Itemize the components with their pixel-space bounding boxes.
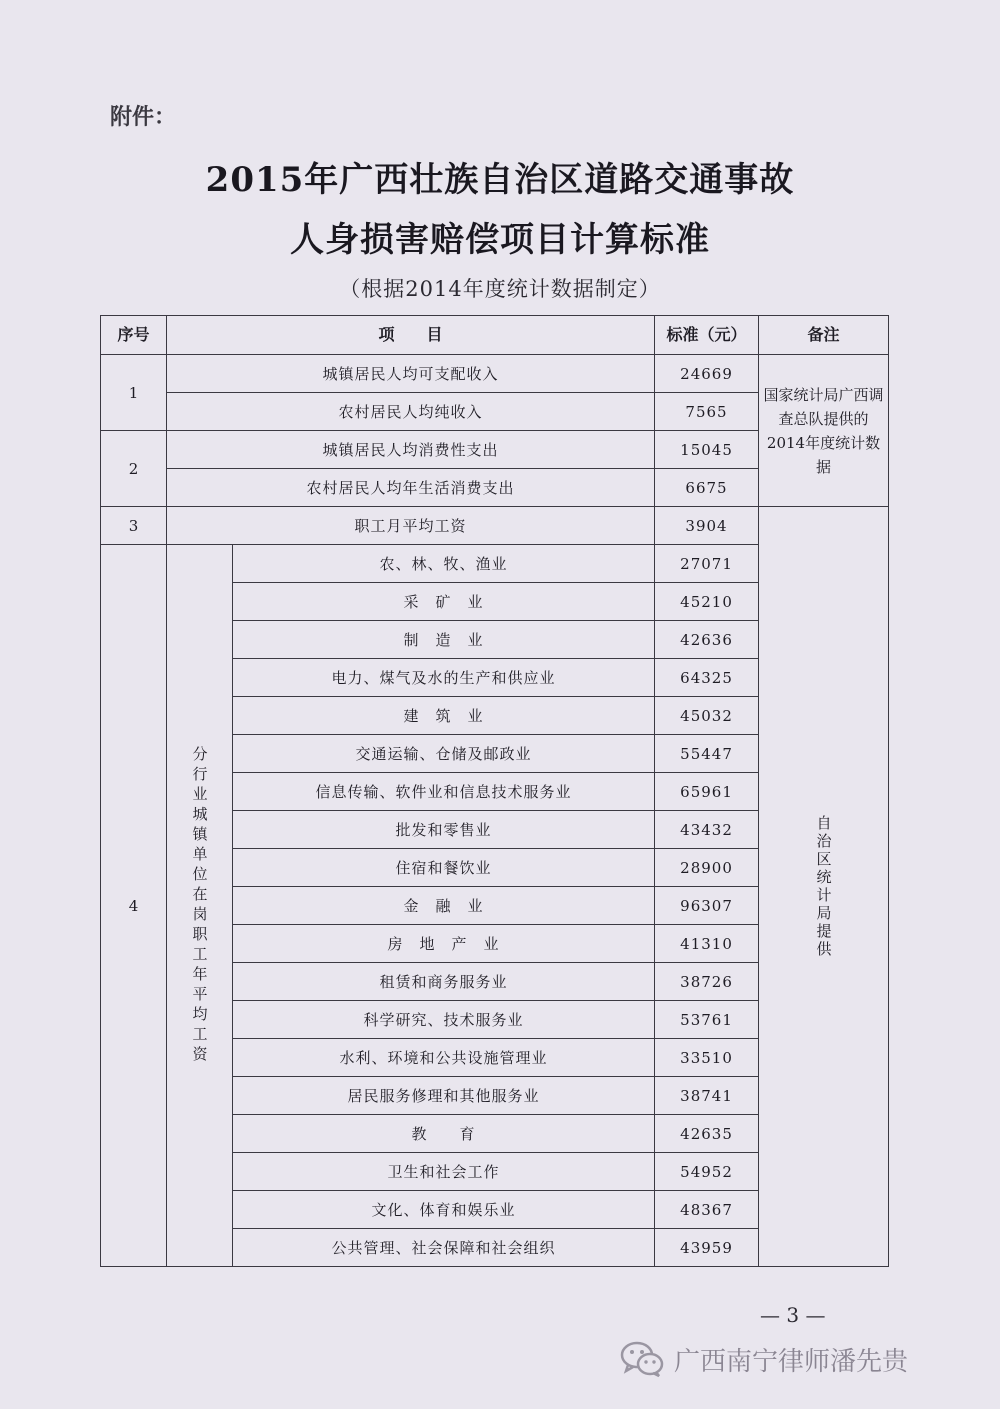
header-standard: 标准（元）	[655, 316, 759, 355]
header-remark: 备注	[759, 316, 889, 355]
value-cell: 53761	[655, 1001, 759, 1039]
item-cell: 采 矿 业	[233, 583, 655, 621]
table-row	[101, 507, 889, 545]
value-cell: 48367	[655, 1191, 759, 1229]
value-cell: 28900	[655, 849, 759, 887]
category-cell	[167, 545, 233, 1267]
value-cell: 7565	[655, 393, 759, 431]
value-cell: 6675	[655, 469, 759, 507]
seq-cell: 3	[101, 507, 167, 545]
item-cell: 批发和零售业	[233, 811, 655, 849]
remark-regional-cell	[759, 507, 889, 1267]
page-number: — 3 —	[760, 1303, 826, 1327]
item-cell: 居民服务修理和其他服务业	[233, 1077, 655, 1115]
item-cell: 农村居民人均年生活消费支出	[167, 469, 655, 507]
value-cell: 96307	[655, 887, 759, 925]
header-seq: 序号	[101, 316, 167, 355]
remark-national-stats: 国家统计局广西调查总队提供的2014年度统计数据	[759, 355, 889, 507]
table-header-row	[101, 316, 889, 355]
wechat-icon	[620, 1340, 664, 1378]
watermark	[620, 1340, 908, 1378]
item-cell: 金 融 业	[233, 887, 655, 925]
value-cell: 45210	[655, 583, 759, 621]
item-cell: 电力、煤气及水的生产和供应业	[233, 659, 655, 697]
compensation-standards-table	[100, 315, 889, 1267]
value-cell: 33510	[655, 1039, 759, 1077]
attachment-label: 附件：	[110, 105, 177, 130]
item-cell: 制 造 业	[233, 621, 655, 659]
value-cell: 42636	[655, 621, 759, 659]
item-cell: 教 育	[233, 1115, 655, 1153]
value-cell: 15045	[655, 431, 759, 469]
category-label: 分行业城镇单位在岗职工年平均工资	[190, 745, 209, 1066]
value-cell: 64325	[655, 659, 759, 697]
value-cell: 38726	[655, 963, 759, 1001]
item-cell: 租赁和商务服务业	[233, 963, 655, 1001]
document-title-line2: 人身损害赔偿项目计算标准	[290, 220, 710, 260]
value-cell: 27071	[655, 545, 759, 583]
watermark-text: 广西南宁律师潘先贵	[674, 1346, 909, 1377]
seq-cell: 2	[101, 431, 167, 507]
item-cell: 城镇居民人均消费性支出	[167, 431, 655, 469]
item-cell: 交通运输、仓储及邮政业	[233, 735, 655, 773]
value-cell: 41310	[655, 925, 759, 963]
item-cell: 公共管理、社会保障和社会组织	[233, 1229, 655, 1267]
item-cell: 信息传输、软件业和信息技术服务业	[233, 773, 655, 811]
item-cell: 城镇居民人均可支配收入	[167, 355, 655, 393]
item-cell: 水利、环境和公共设施管理业	[233, 1039, 655, 1077]
item-cell: 卫生和社会工作	[233, 1153, 655, 1191]
table-row	[101, 355, 889, 393]
item-cell: 住宿和餐饮业	[233, 849, 655, 887]
item-cell: 建 筑 业	[233, 697, 655, 735]
value-cell: 45032	[655, 697, 759, 735]
value-cell: 55447	[655, 735, 759, 773]
value-cell: 42635	[655, 1115, 759, 1153]
remark-regional-stats: 自治区统计局提供	[814, 814, 833, 959]
value-cell: 43959	[655, 1229, 759, 1267]
header-item: 项 目	[167, 316, 655, 355]
value-cell: 24669	[655, 355, 759, 393]
value-cell: 3904	[655, 507, 759, 545]
seq-cell: 1	[101, 355, 167, 431]
value-cell: 43432	[655, 811, 759, 849]
item-cell: 农村居民人均纯收入	[167, 393, 655, 431]
seq-cell: 4	[101, 545, 167, 1267]
document-title-line1: 2015年广西壮族自治区道路交通事故	[205, 160, 795, 200]
item-cell: 农、林、牧、渔业	[233, 545, 655, 583]
document-subtitle: （根据2014年度统计数据制定）	[339, 277, 661, 301]
item-cell: 科学研究、技术服务业	[233, 1001, 655, 1039]
item-cell: 职工月平均工资	[167, 507, 655, 545]
item-cell: 房 地 产 业	[233, 925, 655, 963]
value-cell: 38741	[655, 1077, 759, 1115]
item-cell: 文化、体育和娱乐业	[233, 1191, 655, 1229]
value-cell: 65961	[655, 773, 759, 811]
value-cell: 54952	[655, 1153, 759, 1191]
